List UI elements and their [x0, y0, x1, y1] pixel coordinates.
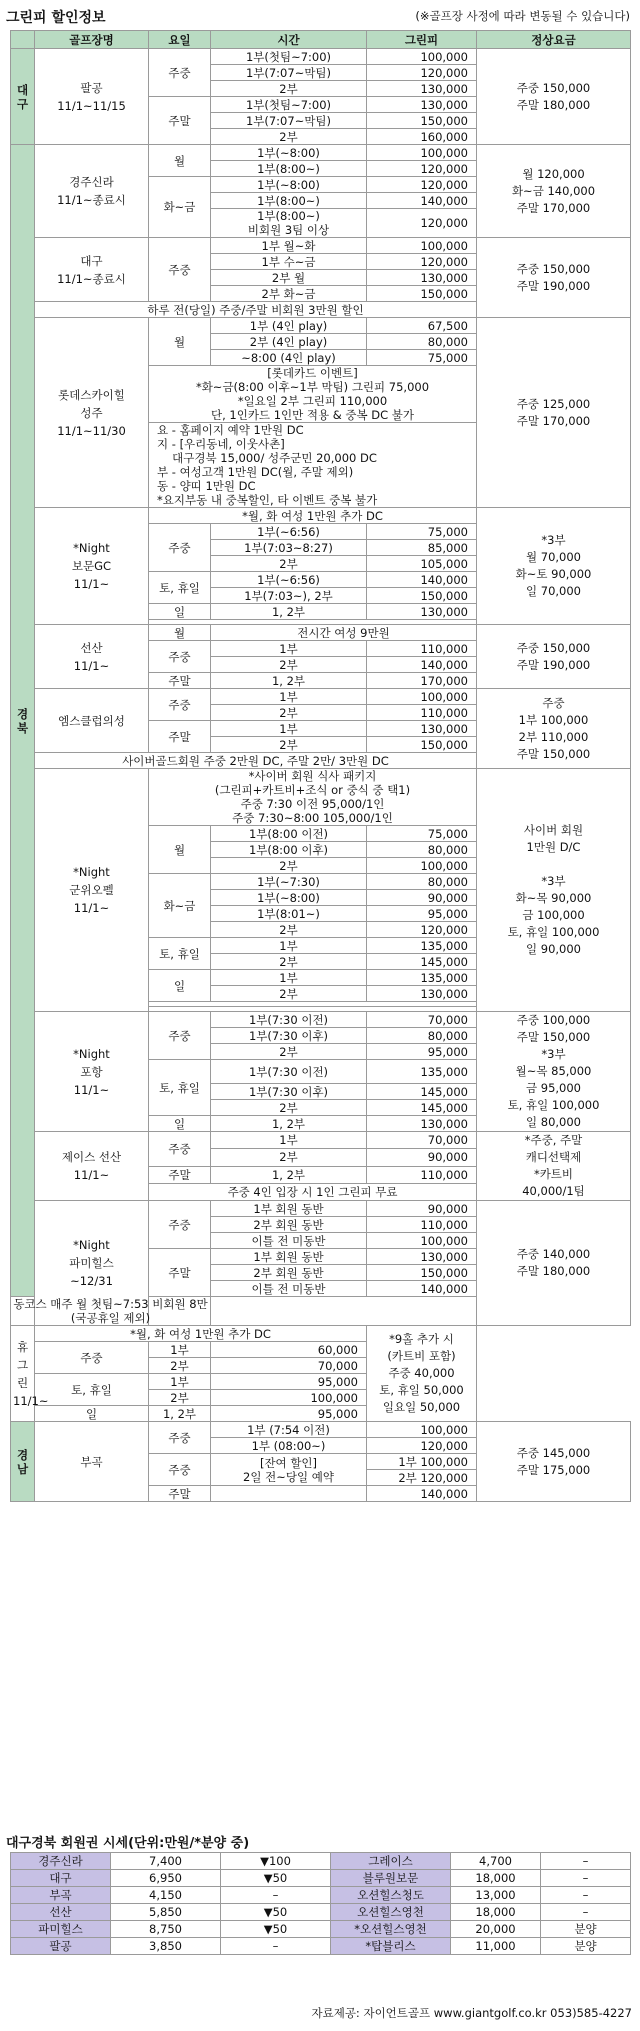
normal-fee-mscc: 주중 1부 100,000 2부 110,000 주말 150,000 [477, 689, 631, 769]
day-cell: 주중 [149, 1132, 211, 1167]
fee-cell: 120,000 [367, 177, 477, 193]
market-change: 분양 [541, 1921, 631, 1938]
header-time: 시간 [211, 31, 367, 49]
course-palgong: 팔공 11/1~11/15 [35, 49, 149, 145]
header-course: 골프장명 [35, 31, 149, 49]
normal-fee-bomun: *3부 월 70,000 화~토 90,000 일 70,000 [477, 508, 631, 625]
normal-fee-seonsan: 주중 150,000 주말 190,000 [477, 625, 631, 689]
day-cell: 토, 휴일 [149, 572, 211, 604]
time-cell: 1부(~8:00) [211, 890, 367, 906]
header-fee: 그린피 [367, 31, 477, 49]
normal-fee-palgong: 주중 150,000 주말 180,000 [477, 49, 631, 145]
time-cell: 1부(8:00~) [211, 193, 367, 209]
market-course: 오션힐스영천 [331, 1904, 451, 1921]
header-region [11, 31, 35, 49]
time-cell: 1부(8:00 이후) [211, 842, 367, 858]
fee-cell: 100,000 [367, 238, 477, 254]
day-cell: 주말 [149, 97, 211, 145]
fee-cell: 1부 100,000 [367, 1454, 477, 1470]
time-cell: 1부 [211, 1132, 367, 1149]
fee-cell: 130,000 [367, 1249, 477, 1265]
market-course: 그레이스 [331, 1853, 451, 1870]
time-cell: 1부 [211, 641, 367, 657]
time-cell [211, 1486, 367, 1502]
time-cell: 1, 2부 [149, 1406, 211, 1422]
course-bugok: 부곡 [35, 1422, 149, 1502]
time-cell: 1부(~8:00) [211, 145, 367, 161]
day-cell: 화~금 [149, 874, 211, 938]
time-cell: 2부 [211, 1149, 367, 1166]
fee-cell: 80,000 [367, 842, 477, 858]
time-cell: [잔여 할인] 2일 전~당일 예약 [211, 1454, 367, 1486]
time-cell: 1부 [149, 1342, 211, 1358]
time-cell: 1부 [149, 1374, 211, 1390]
time-cell: 2부 [211, 922, 367, 938]
fee-cell: 100,000 [367, 145, 477, 161]
normal-fee-daegucc: 주중 150,000 주말 190,000 [477, 238, 631, 318]
day-cell: 주중 [149, 49, 211, 97]
market-change: – [221, 1887, 331, 1904]
day-cell: 주중 [149, 524, 211, 572]
day-cell: 일 [149, 1116, 211, 1132]
time-cell: 1부(첫팀~7:00) [211, 97, 367, 113]
time-cell: 1, 2부 [211, 673, 367, 689]
fee-cell: 100,000 [367, 858, 477, 874]
market-course: 경주신라 [11, 1853, 111, 1870]
course-seonsan: 선산 11/1~ [35, 625, 149, 689]
time-cell: 2부 [211, 705, 367, 721]
course-daegucc: 대구 11/1~종료시 [35, 238, 149, 302]
time-cell: 1부 회원 동반 [211, 1201, 367, 1217]
region-gyeongnam: 경 남 [11, 1422, 35, 1502]
fee-cell: 95,000 [211, 1406, 367, 1422]
fee-cell: 130,000 [367, 604, 477, 620]
market-course: 오션힐스청도 [331, 1887, 451, 1904]
promo-cell: 요 - 홈페이지 예약 1만원 DC 지 - [우리동네, 이웃사촌] 대구경북 15,000/ 성주군민 20,000 DC 부 - 여성고객 1만원 DC(월, 주말 제외) 동 - 양띠 1만원 DC *요지부동 내 중복할인, 타 이벤트 중복 불가 [149, 423, 477, 508]
day-cell: 월 [149, 826, 211, 874]
membership-market-table [10, 1852, 631, 1955]
fee-cell: 70,000 [211, 1358, 367, 1374]
table-header-row [11, 31, 631, 49]
event-cell: [롯데카드 이벤트] *화~금(8:00 이후~1부 막팀) 그린피 75,000 *일요일 2부 그린피 110,000 단, 1인카드 1인만 적용 & 중복 DC 불가 [149, 366, 477, 423]
time-cell: 1부 [211, 721, 367, 737]
fee-cell: 135,000 [367, 1060, 477, 1084]
fee-cell: 120,000 [367, 254, 477, 270]
time-cell: 1부(~7:30) [211, 874, 367, 890]
fee-cell: 100,000 [367, 689, 477, 705]
time-cell: 2부 [149, 1358, 211, 1374]
time-cell: 2부 [211, 556, 367, 572]
time-cell: 1부(7:30 이전) [211, 1012, 367, 1028]
market-course: 파미힐스 [11, 1921, 111, 1938]
fee-cell: 110,000 [367, 1217, 477, 1233]
course-gyeongju: 경주신라 11/1~종료시 [35, 145, 149, 238]
note-cell: *월, 화 여성 1만원 추가 DC [35, 1326, 367, 1342]
time-cell: 2부 [211, 986, 367, 1002]
day-cell: 토, 휴일 [35, 1374, 149, 1406]
market-row [11, 1904, 631, 1921]
time-cell: 2부 [211, 129, 367, 145]
fee-cell: 120,000 [367, 922, 477, 938]
time-cell: 2부 월 [211, 270, 367, 286]
note-cell: *월, 화 여성 1만원 추가 DC [149, 508, 477, 524]
market-price: 20,000 [451, 1921, 541, 1938]
time-cell: 1부 수~금 [211, 254, 367, 270]
market-row [11, 1887, 631, 1904]
market-price: 3,850 [111, 1938, 221, 1955]
region-gyeongbuk: 경 북 [11, 145, 35, 1297]
market-price: 11,000 [451, 1938, 541, 1955]
day-cell: 일 [35, 1406, 149, 1422]
fee-cell: 150,000 [367, 737, 477, 753]
time-cell: 1부 (7:54 이전) [211, 1422, 367, 1438]
market-change: ▼50 [221, 1921, 331, 1938]
fee-cell: 150,000 [367, 286, 477, 302]
fee-cell: 95,000 [367, 906, 477, 922]
fee-cell: 130,000 [367, 721, 477, 737]
normal-fee-family: 주중 140,000 주말 180,000 [477, 1201, 631, 1326]
day-cell: 월 [149, 625, 211, 641]
fee-cell: 140,000 [367, 657, 477, 673]
time-cell: 1부 [211, 970, 367, 986]
fee-cell: 130,000 [367, 986, 477, 1002]
market-title: 대구경북 회원권 시세(단위:만원/*분양 중) [6, 1836, 250, 1851]
market-price: 6,950 [111, 1870, 221, 1887]
time-cell: 1부(7:07~막팀) [211, 65, 367, 81]
fee-cell: 140,000 [367, 1486, 477, 1502]
fee-cell: 140,000 [367, 572, 477, 588]
fee-cell: 85,000 [367, 540, 477, 556]
day-cell: 일 [149, 970, 211, 1002]
market-course: 대구 [11, 1870, 111, 1887]
time-cell: 1, 2부 [211, 604, 367, 620]
day-cell: 주중 [149, 1454, 211, 1486]
market-price: 5,850 [111, 1904, 221, 1921]
time-cell: 2부 [211, 858, 367, 874]
market-price: 18,000 [451, 1870, 541, 1887]
market-change: – [541, 1870, 631, 1887]
market-row [11, 1938, 631, 1955]
time-cell: 2부 [211, 1044, 367, 1060]
fee-cell: 75,000 [367, 350, 477, 366]
time-cell: 1부 [211, 938, 367, 954]
market-course: 선산 [11, 1904, 111, 1921]
fee-cell: 95,000 [367, 1044, 477, 1060]
market-course: *오션힐스영천 [331, 1921, 451, 1938]
fee-cell: 110,000 [367, 1166, 477, 1183]
time-cell: 1부 월~화 [211, 238, 367, 254]
time-cell: 1부(7:30 이전) [211, 1060, 367, 1084]
day-cell: 일 [149, 604, 211, 620]
page-title: 그린피 할인정보 [6, 10, 106, 26]
fee-cell: 80,000 [367, 1028, 477, 1044]
normal-fee-pohang: 주중 100,000 주말 150,000 *3부 월~목 85,000 금 95,000 토, 휴일 100,000 일 80,000 [477, 1012, 631, 1132]
day-cell: 주중 [149, 689, 211, 721]
day-cell: 토, 휴일 [149, 938, 211, 970]
fee-cell: 130,000 [367, 1116, 477, 1132]
time-cell: 2부 회원 동반 [211, 1265, 367, 1281]
fee-cell: 135,000 [367, 938, 477, 954]
time-cell: ~8:00 (4인 play) [211, 350, 367, 366]
fee-cell: 140,000 [367, 193, 477, 209]
fee-cell: 100,000 [367, 49, 477, 65]
course-hugreen: 휴그린 11/1~ [11, 1326, 35, 1422]
time-cell: 1, 2부 [211, 1116, 367, 1132]
market-course: 블루원보문 [331, 1870, 451, 1887]
fee-cell: 95,000 [211, 1374, 367, 1390]
normal-fee-lotte: 주중 125,000 주말 170,000 [477, 318, 631, 508]
time-cell: 1, 2부 [211, 1166, 367, 1183]
fee-cell: 80,000 [367, 874, 477, 890]
course-lotte: 롯데스카이힐 성주 11/1~11/30 [35, 318, 149, 508]
note-cell: 사이버골드회원 주중 2만원 DC, 주말 2만/ 3만원 DC [35, 753, 477, 769]
page-note: (※골프장 사정에 따라 변동될 수 있습니다) [415, 9, 630, 23]
fee-cell: 145,000 [367, 1084, 477, 1100]
course-family: *Night 파미힐스 ~12/31 [35, 1201, 149, 1326]
course-pohang: *Night 포항 11/1~ [35, 1012, 149, 1132]
market-price: 7,400 [111, 1853, 221, 1870]
market-change: ▼50 [221, 1904, 331, 1921]
fee-cell: 67,500 [367, 318, 477, 334]
market-price: 13,000 [451, 1887, 541, 1904]
time-cell: 2부 [149, 1390, 211, 1406]
time-cell: 2부 (4인 play) [211, 334, 367, 350]
time-cell: 1부(8:00~) 비회원 3팀 이상 [211, 209, 367, 238]
time-cell: 1부(8:01~) [211, 906, 367, 922]
normal-fee-hugreen: *9홀 추가 시 (카트비 포함) 주중 40,000 토, 휴일 50,000 일요일 50,000 [367, 1326, 477, 1422]
time-cell: 이틀 전 미동반 [211, 1233, 367, 1249]
fee-cell: 105,000 [367, 556, 477, 572]
market-change: – [541, 1887, 631, 1904]
day-cell: 주중 [149, 1012, 211, 1060]
time-cell: 1부(~8:00) [211, 177, 367, 193]
source-credit: 자료제공: 자이언트골프 www.giantgolf.co.kr 053)585-4227 [311, 2006, 632, 2020]
day-cell: 화~금 [149, 177, 211, 238]
course-bomun: *Night 보문GC 11/1~ [35, 508, 149, 625]
fee-cell: 110,000 [367, 705, 477, 721]
time-cell: 1부 (08:00~) [211, 1438, 367, 1454]
fee-cell: 130,000 [367, 97, 477, 113]
fee-cell: 135,000 [367, 970, 477, 986]
fee-cell: 130,000 [367, 270, 477, 286]
fee-cell: 120,000 [367, 1438, 477, 1454]
fee-cell: 100,000 [367, 1422, 477, 1438]
market-change: ▼100 [221, 1853, 331, 1870]
market-row [11, 1853, 631, 1870]
fee-cell: 170,000 [367, 673, 477, 689]
day-cell: 주말 [149, 1166, 211, 1183]
fee-cell: 60,000 [211, 1342, 367, 1358]
fee-cell: 120,000 [367, 209, 477, 238]
day-cell: 주말 [149, 1249, 211, 1297]
market-change: – [221, 1938, 331, 1955]
fee-cell: 80,000 [367, 334, 477, 350]
time-cell: 1부 회원 동반 [211, 1249, 367, 1265]
day-cell: 주말 [149, 721, 211, 753]
package-cell: *사이버 회원 식사 패키지 (그린피+카트비+조식 or 중식 중 택1) 주중 7:30 이전 95,000/1인 주중 7:30~8:00 105,000/1인 [149, 769, 477, 826]
time-cell: 2부 화~금 [211, 286, 367, 302]
fee-cell: 150,000 [367, 113, 477, 129]
fee-cell: 150,000 [367, 1265, 477, 1281]
fee-cell: 75,000 [367, 826, 477, 842]
fee-cell: 160,000 [367, 129, 477, 145]
time-cell: 1부(~6:56) [211, 524, 367, 540]
course-mscc: 엠스클럽의성 [35, 689, 149, 753]
market-price: 8,750 [111, 1921, 221, 1938]
fee-cell: 75,000 [367, 524, 477, 540]
market-course: 팔공 [11, 1938, 111, 1955]
market-price: 4,150 [111, 1887, 221, 1904]
market-row [11, 1870, 631, 1887]
market-row [11, 1921, 631, 1938]
fee-cell: 140,000 [367, 1281, 477, 1297]
day-cell: 주중 [149, 1201, 211, 1249]
fee-cell: 2부 120,000 [367, 1470, 477, 1486]
time-cell: 1부(7:07~막팀) [211, 113, 367, 129]
header [0, 0, 640, 28]
note-cell: 동코스 매주 월 첫팀~7:53 비회원 8만 (국공휴일 제외) [11, 1297, 211, 1326]
time-cell: 2부 [211, 737, 367, 753]
time-cell: 1부(8:00~) [211, 161, 367, 177]
market-change: – [541, 1904, 631, 1921]
fee-cell: 145,000 [367, 1100, 477, 1116]
time-cell: 1부(7:03~), 2부 [211, 588, 367, 604]
time-cell: 1부(첫팀~7:00) [211, 49, 367, 65]
time-cell: 1부(~6:56) [211, 572, 367, 588]
fee-cell: 145,000 [367, 954, 477, 970]
region-daegu: 대 구 [11, 49, 35, 145]
time-cell: 1부 (4인 play) [211, 318, 367, 334]
time-cell: 2부 회원 동반 [211, 1217, 367, 1233]
fee-cell: 90,000 [367, 890, 477, 906]
fee-cell: 100,000 [367, 1233, 477, 1249]
note-cell: 전시간 여성 9만원 [211, 625, 477, 641]
day-cell: 주중 [149, 238, 211, 302]
time-cell: 2부 [211, 81, 367, 97]
course-jeiseu: 제이스 선산 11/1~ [35, 1132, 149, 1201]
market-course: *탑블리스 [331, 1938, 451, 1955]
normal-fee-gunwi: 사이버 회원 1만원 D/C *3부 화~목 90,000 금 100,000 토, 휴일 100,000 일 90,000 [477, 769, 631, 1012]
day-cell: 주중 [35, 1342, 149, 1374]
time-cell: 1부(7:03~8:27) [211, 540, 367, 556]
market-change: – [541, 1853, 631, 1870]
fee-cell: 100,000 [211, 1390, 367, 1406]
fee-cell: 120,000 [367, 65, 477, 81]
time-cell: 1부(7:30 이후) [211, 1028, 367, 1044]
normal-fee-jeiseu: *주중, 주말 캐디선택제 *카트비 40,000/1팀 [477, 1132, 631, 1201]
day-cell: 주중 [149, 1422, 211, 1454]
time-cell: 1부(8:00 이전) [211, 826, 367, 842]
normal-fee-bugok: 주중 145,000 주말 175,000 [477, 1422, 631, 1502]
fee-cell: 70,000 [367, 1012, 477, 1028]
market-price: 18,000 [451, 1904, 541, 1921]
day-cell: 주말 [149, 1486, 211, 1502]
market-change: ▼50 [221, 1870, 331, 1887]
course-gunwi: *Night 군위오펠 11/1~ [35, 769, 149, 1012]
day-cell: 토, 휴일 [149, 1060, 211, 1116]
greenfee-table [10, 30, 631, 1502]
fee-cell: 90,000 [367, 1149, 477, 1166]
header-normal: 정상요금 [477, 31, 631, 49]
time-cell: 2부 [211, 657, 367, 673]
day-cell: 주말 [149, 673, 211, 689]
day-cell: 주중 [149, 641, 211, 673]
day-cell: 월 [149, 145, 211, 177]
fee-cell: 70,000 [367, 1132, 477, 1149]
fee-cell: 150,000 [367, 588, 477, 604]
time-cell: 2부 [211, 954, 367, 970]
header-day: 요일 [149, 31, 211, 49]
day-cell: 월 [149, 318, 211, 366]
normal-fee-gyeongju: 월 120,000 화~금 140,000 주말 170,000 [477, 145, 631, 238]
time-cell: 2부 [211, 1100, 367, 1116]
market-course: 부곡 [11, 1887, 111, 1904]
time-cell: 이틀 전 미동반 [211, 1281, 367, 1297]
fee-cell: 110,000 [367, 641, 477, 657]
fee-cell: 90,000 [367, 1201, 477, 1217]
note-cell: 하루 전(당일) 주중/주말 비회원 3만원 할인 [35, 302, 477, 318]
fee-cell: 120,000 [367, 161, 477, 177]
note-cell: 주중 4인 입장 시 1인 그린피 무료 [149, 1183, 477, 1200]
market-change: 분양 [541, 1938, 631, 1955]
fee-cell: 130,000 [367, 81, 477, 97]
time-cell: 1부 [211, 689, 367, 705]
market-price: 4,700 [451, 1853, 541, 1870]
time-cell: 1부(7:30 이후) [211, 1084, 367, 1100]
